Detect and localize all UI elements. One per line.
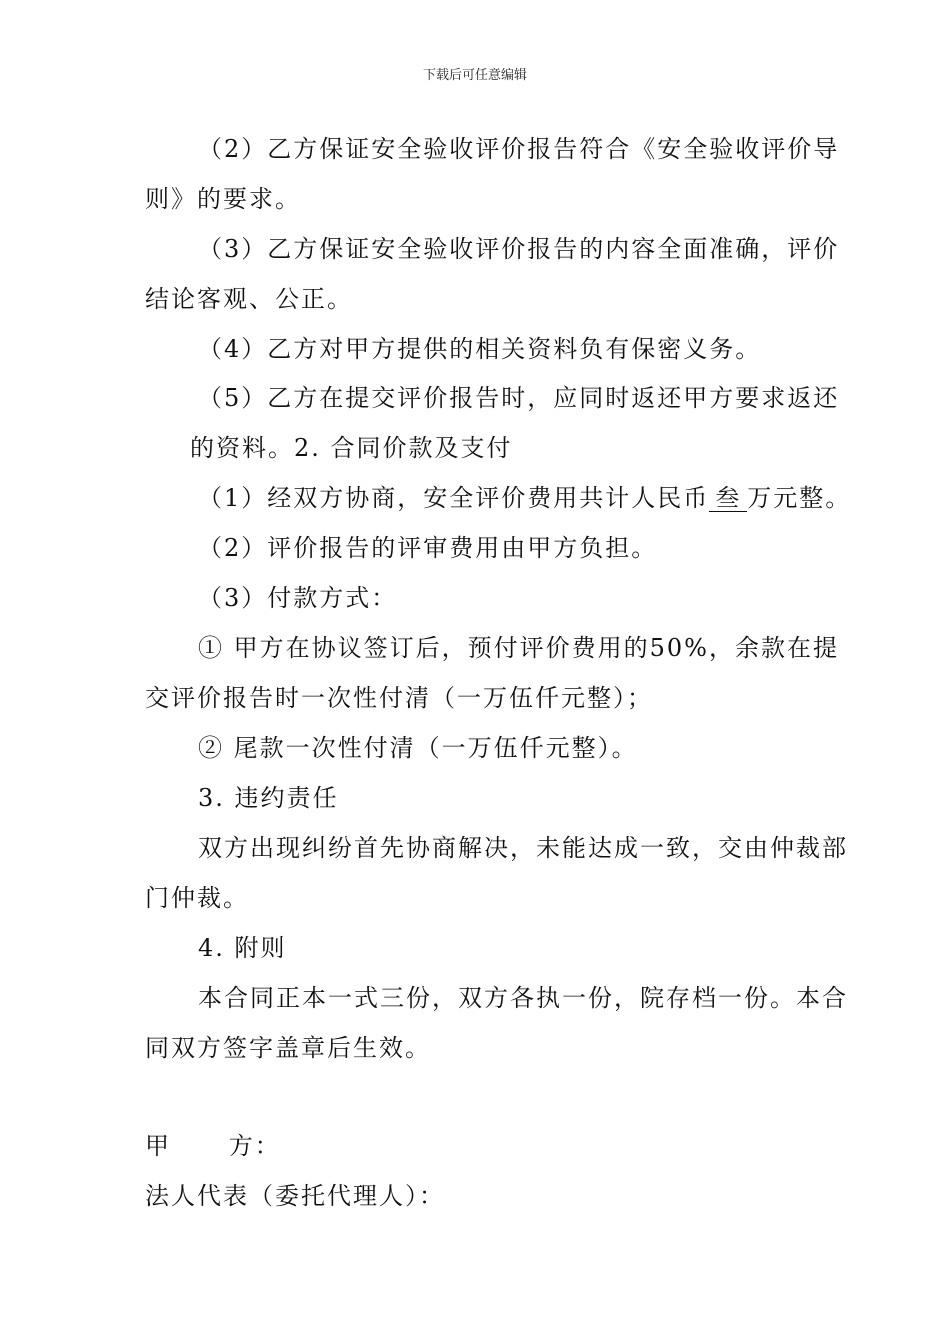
payment-item-1-line-2: 交评价报告时一次性付清（一万伍仟元整）； <box>145 684 653 712</box>
fee-clause-prefix: （1）经双方协商，安全评价费用共计人民币 <box>198 484 710 512</box>
section-3-heading: 3. 违约责任 <box>198 784 339 812</box>
section-4-line-1: 本合同正本一式三份，双方各执一份，院存档一份。本合 <box>198 984 848 1012</box>
fee-clause-suffix: 万元整。 <box>747 484 852 512</box>
clause-2-3-line-2: 结论客观、公正。 <box>145 285 353 313</box>
payment-item-2: ② 尾款一次性付清（一万伍仟元整）。 <box>198 734 638 762</box>
clause-2-2-line-1: （2）乙方保证安全验收评价报告符合《安全验收评价导 <box>198 135 840 163</box>
clause-2-2-line-2: 则》的要求。 <box>145 185 301 213</box>
section-3-line-2: 门仲裁。 <box>145 884 249 912</box>
fee-amount: 叁 <box>709 485 747 512</box>
fee-clause-2: （2）评价报告的评审费用由甲方负担。 <box>198 534 658 562</box>
clause-2-4: （4）乙方对甲方提供的相关资料负有保密义务。 <box>198 335 762 363</box>
legal-representative-label: 法人代表（委托代理人）： <box>145 1182 445 1210</box>
clause-2-5-line-1: （5）乙方在提交评价报告时，应同时返还甲方要求返还 <box>198 384 840 412</box>
fee-clause-1 <box>198 483 851 513</box>
page-header: 下载后可任意编辑 <box>422 68 527 83</box>
section-4-heading: 4. 附则 <box>198 934 287 962</box>
clause-2-5-line-2: 的资料。2. 合同价款及支付 <box>190 434 513 462</box>
fee-clause-3: （3）付款方式： <box>198 584 398 612</box>
payment-item-1-line-1: ① 甲方在协议签订后，预付评价费用的50%，余款在提 <box>198 634 839 662</box>
section-4-line-2: 同双方签字盖章后生效。 <box>145 1034 431 1062</box>
section-3-line-1: 双方出现纠纷首先协商解决，未能达成一致，交由仲裁部 <box>198 834 848 862</box>
clause-2-3-line-1: （3）乙方保证安全验收评价报告的内容全面准确，评价 <box>198 235 840 263</box>
party-a-label: 甲 方： <box>145 1132 281 1160</box>
